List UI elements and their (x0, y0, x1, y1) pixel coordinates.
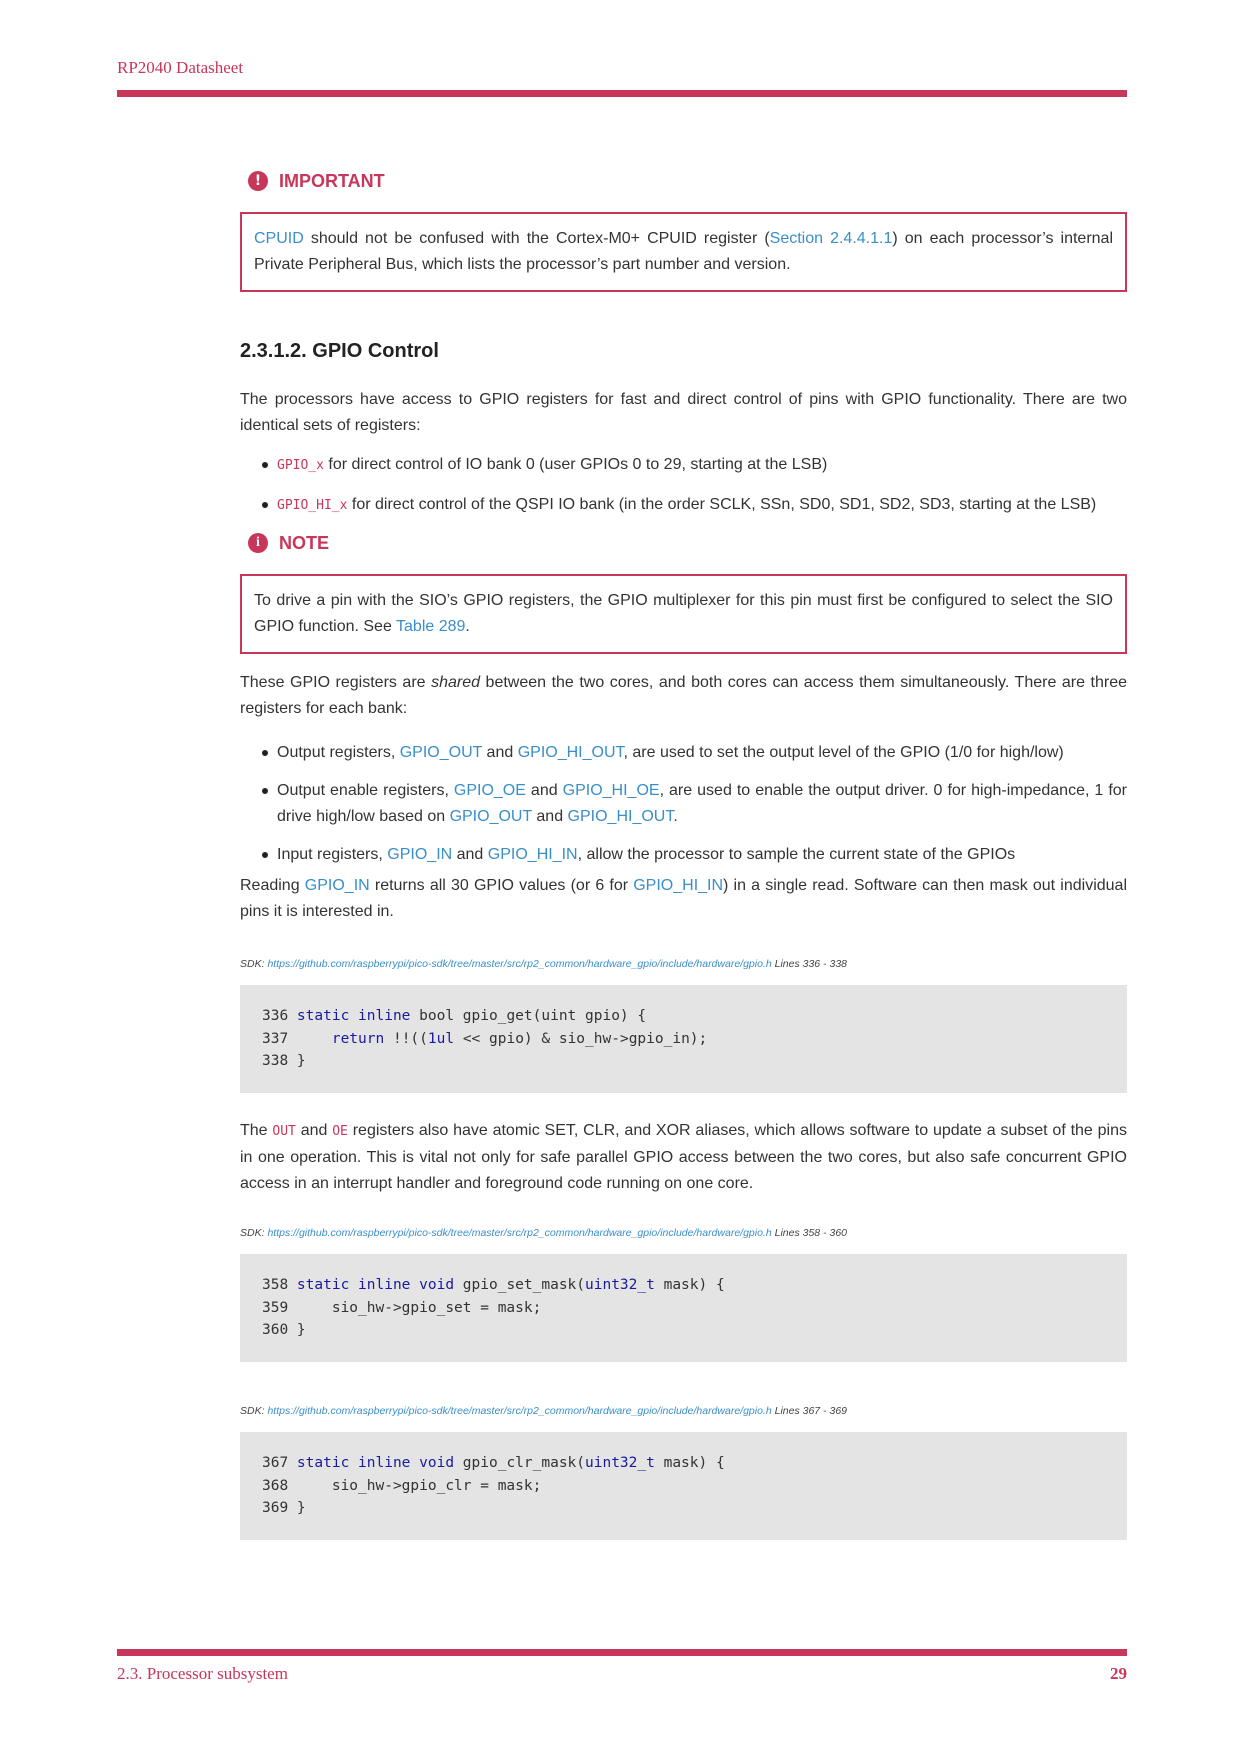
t: returns all 30 GPIO values (or 6 for (369, 877, 634, 894)
list-item (240, 492, 1127, 519)
note-admonition (240, 530, 1127, 654)
code-text: sio_hw->gpio_clr = mask; (296, 1477, 542, 1494)
gpio-hi-x-code: GPIO_HI_x (277, 498, 348, 513)
sdk-url-link[interactable]: https://github.com/raspberrypi/pico-sdk/tree/master/src/rp2_common/hardware_gpio/include/hardware/gpio.h (267, 1227, 772, 1239)
type: uint32_t (585, 1455, 655, 1471)
line-number: 338 (262, 1053, 297, 1069)
code-block (240, 1432, 1127, 1540)
t: registers also have atomic SET, CLR, and XOR aliases, which allows software to update a subset of the pins in one operation. This is vital not only for safe parallel GPIO access between the two cores, but also safe concurrent GPIO access in an interrupt handler and foreground code running on one core. (240, 1122, 1128, 1192)
code-text: << gpio) & sio_hw->gpio_in); (454, 1030, 708, 1047)
gpio-hi-oe-link[interactable]: GPIO_HI_OE (562, 782, 660, 799)
t: Input registers, (277, 846, 388, 863)
sdk-source-line (240, 1405, 1127, 1417)
t: The (240, 1122, 273, 1139)
reading-paragraph (240, 873, 1127, 925)
gpio-oe-link[interactable]: GPIO_OE (453, 782, 526, 799)
t: ) in a single read. Software can then mask out individual pins it is interested in. (240, 877, 1127, 920)
list-item (240, 740, 1127, 766)
line-number: 367 (262, 1455, 297, 1471)
t: . (673, 808, 678, 825)
sdk-source-line (240, 1227, 1127, 1239)
gpio-hi-in-link[interactable]: GPIO_HI_IN (633, 877, 724, 894)
gpio-hi-out-link[interactable]: GPIO_HI_OUT (517, 744, 624, 761)
section-heading: 2.3.1.2. GPIO Control (240, 340, 439, 362)
code-text: mask) { (654, 1277, 725, 1293)
t: , are used to set the output level of the GPIO (1/0 for high/low) (623, 744, 1064, 761)
code-text: !!(( (384, 1030, 428, 1047)
gpio-in-link[interactable]: GPIO_IN (387, 846, 453, 863)
t: and (531, 808, 568, 825)
register-set-list (240, 452, 1127, 519)
t: and (482, 744, 518, 761)
sdk-prefix: SDK: (240, 1405, 268, 1417)
list-item (240, 452, 1127, 479)
gpio-out-link[interactable]: GPIO_OUT (449, 808, 532, 825)
out-code: OUT (272, 1124, 296, 1139)
important-admonition (240, 168, 1127, 292)
list-item (240, 778, 1127, 830)
header-title: RP2040 Datasheet (117, 58, 244, 77)
gpio-x-code: GPIO_x (277, 458, 324, 473)
code-text: } (296, 1053, 306, 1069)
t: and (452, 846, 488, 863)
list-item-text: for direct control of the QSPI IO bank (in the order SCLK, SSn, SD0, SD1, SD2, SD3, starting at the LSB) (347, 496, 1097, 513)
t: , are used to enable the output driver. 0 for high-impedance, 1 for drive high/low based on (277, 782, 1128, 825)
list-item-text: for direct control of IO bank 0 (user GPIOs 0 to 29, starting at the LSB) (323, 456, 828, 473)
code-text: } (296, 1500, 306, 1516)
important-box (240, 212, 1127, 292)
shared-em: shared (431, 674, 481, 691)
code-text: } (296, 1322, 306, 1338)
shared-paragraph (240, 670, 1127, 722)
line-number: 336 (262, 1008, 297, 1024)
code-text: gpio_clr_mask( (454, 1455, 586, 1471)
gpio-hi-out-link[interactable]: GPIO_HI_OUT (567, 808, 674, 825)
list-item (240, 842, 1127, 868)
note-text: To drive a pin with the SIO’s GPIO registers, the GPIO multiplexer for this pin must first be configured to select the SIO GPIO function. See (254, 592, 1113, 635)
keyword: static inline void (296, 1277, 455, 1293)
code-block (240, 985, 1127, 1093)
sdk-url-link[interactable]: https://github.com/raspberrypi/pico-sdk/tree/master/src/rp2_common/hardware_gpio/include/hardware/gpio.h (267, 958, 772, 970)
t: and (295, 1122, 333, 1139)
code-text: bool gpio_get(uint gpio) { (410, 1008, 647, 1024)
code-text: sio_hw->gpio_set = mask; (296, 1299, 542, 1316)
gpio-hi-in-link[interactable]: GPIO_HI_IN (487, 846, 578, 863)
line-number: 359 (262, 1299, 297, 1316)
page-number: 29 (1110, 1664, 1127, 1683)
t: Output registers, (277, 744, 400, 761)
gpio-in-link[interactable]: GPIO_IN (304, 877, 370, 894)
info-icon: i (248, 533, 268, 553)
exclamation-icon: ! (248, 171, 268, 191)
line-number: 360 (262, 1322, 297, 1338)
t: , allow the processor to sample the current state of the GPIOs (577, 846, 1016, 863)
line-number: 369 (262, 1500, 297, 1516)
sdk-prefix: SDK: (240, 1227, 268, 1239)
code-text: gpio_set_mask( (454, 1277, 586, 1293)
important-text: should not be confused with the Cortex-M0+ CPUID register ( (303, 230, 770, 247)
intro-paragraph: The processors have access to GPIO registers for fast and direct control of pins with GPIO functionality. There are two identical sets of registers: (240, 391, 1127, 434)
note-box (240, 574, 1127, 654)
important-text-end: ) on each processor’s internal Private Peripheral Bus, which lists the processor’s part number and version. (254, 230, 1113, 273)
type: uint32_t (585, 1277, 655, 1293)
shared-pre: These GPIO registers are (240, 674, 432, 691)
literal: 1ul (427, 1030, 455, 1047)
footer-section: 2.3. Processor subsystem (117, 1664, 288, 1683)
atomic-paragraph (240, 1118, 1127, 1197)
table-link[interactable]: Table 289 (396, 618, 466, 635)
shared-post: between the two cores, and both cores can access them simultaneously. There are three registers for each bank: (240, 674, 1128, 717)
code-text: mask) { (654, 1455, 725, 1471)
sdk-source-line (240, 958, 1127, 970)
register-list (240, 740, 1127, 868)
sdk-lines: Lines 358 - 360 (771, 1227, 847, 1239)
line-number: 337 (262, 1030, 332, 1047)
line-number: 358 (262, 1277, 297, 1293)
t: and (525, 782, 563, 799)
important-title: IMPORTANT (279, 170, 385, 191)
line-number: 368 (262, 1477, 297, 1494)
t: Output enable registers, (277, 782, 454, 799)
note-text-end: . (465, 618, 470, 635)
sdk-url-link[interactable]: https://github.com/raspberrypi/pico-sdk/tree/master/src/rp2_common/hardware_gpio/include/hardware/gpio.h (267, 1405, 772, 1417)
keyword: static inline void (296, 1455, 455, 1471)
header-rule (117, 90, 1127, 97)
gpio-out-link[interactable]: GPIO_OUT (399, 744, 483, 761)
note-title: NOTE (279, 532, 330, 553)
keyword: return (331, 1030, 385, 1047)
cpuid-link[interactable]: CPUID (254, 230, 304, 247)
code-block (240, 1254, 1127, 1362)
t: Reading (240, 877, 305, 894)
sdk-prefix: SDK: (240, 958, 268, 970)
section-link[interactable]: Section 2.4.4.1.1 (769, 230, 893, 247)
footer-rule (117, 1649, 1127, 1656)
sdk-lines: Lines 336 - 338 (771, 958, 847, 970)
sdk-lines: Lines 367 - 369 (771, 1405, 847, 1417)
oe-code: OE (332, 1124, 348, 1139)
keyword: static inline (296, 1008, 411, 1024)
